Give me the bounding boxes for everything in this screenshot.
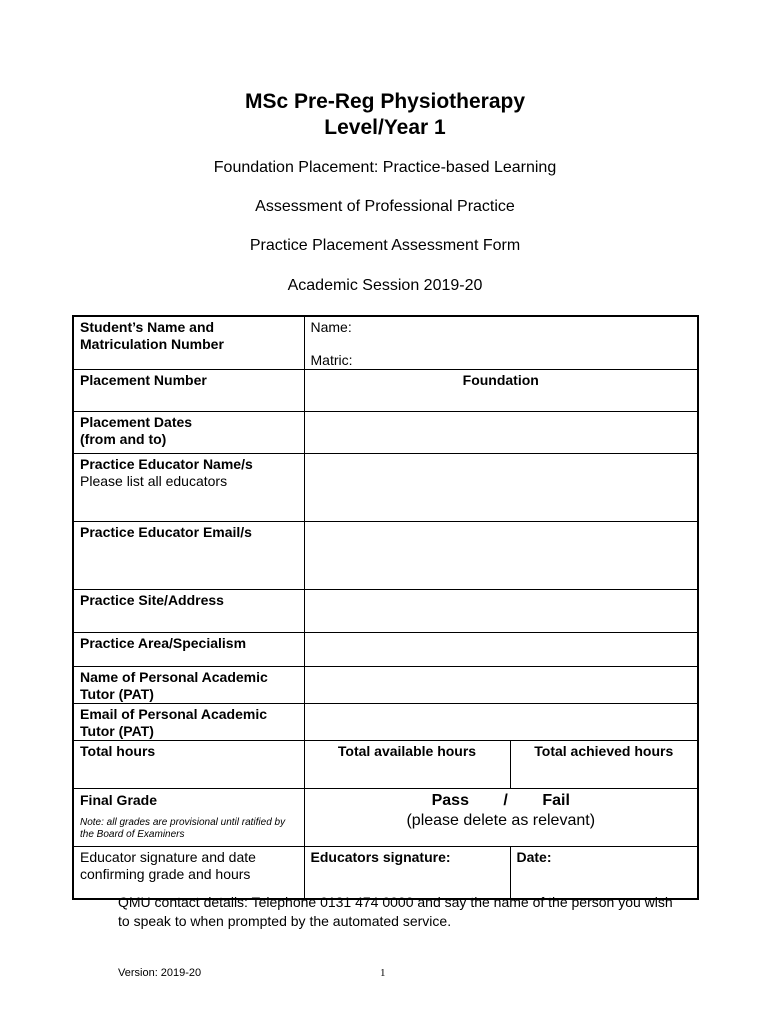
final-grade-field[interactable] (304, 789, 698, 847)
document-subtitle: Level/Year 1 (324, 116, 446, 139)
pass-fail-line (311, 791, 692, 811)
placement-number-value: Foundation (304, 370, 698, 412)
practice-site-row (73, 590, 698, 633)
practice-area-row (73, 633, 698, 667)
pass-fail-separator: / (503, 792, 508, 809)
signature-label-line1: Educator signature and date (80, 849, 256, 865)
total-hours-row (73, 741, 698, 789)
educator-emails-label: Practice Educator Email/s (73, 522, 304, 590)
final-grade-label: Final Grade (80, 792, 158, 808)
educator-names-hint: Please list all educators (80, 473, 228, 489)
placement-type: Foundation Placement: Practice-based Learning (213, 159, 557, 176)
fail-option[interactable]: Fail (542, 792, 570, 809)
student-value-cell[interactable] (304, 316, 698, 370)
total-hours-label: Total hours (73, 741, 304, 789)
pat-name-field[interactable] (304, 667, 698, 704)
educator-emails-field[interactable] (304, 522, 698, 590)
educator-names-label-cell (73, 454, 304, 522)
final-grade-note: Note: all grades are provisional until ratified by the Board of Examiners (80, 817, 286, 840)
student-label-line1: Student’s Name and (80, 319, 215, 335)
practice-site-label: Practice Site/Address (73, 590, 304, 633)
signature-row (73, 847, 698, 899)
pat-name-row (73, 667, 698, 704)
name-field-label: Name: (310, 319, 352, 335)
pat-email-label-cell (73, 704, 304, 741)
assessment-heading: Assessment of Professional Practice (255, 198, 515, 215)
educator-emails-row (73, 522, 698, 590)
page-number: 1 (380, 967, 386, 979)
total-available-hours-cell[interactable]: Total available hours (304, 741, 510, 789)
academic-session: Academic Session 2019-20 (287, 277, 483, 294)
educator-names-field[interactable] (304, 454, 698, 522)
final-grade-label-cell (73, 789, 304, 847)
document-title: MSc Pre-Reg Physiotherapy (244, 90, 526, 113)
placement-dates-field[interactable] (304, 412, 698, 454)
dates-label-line1: Placement Dates (80, 414, 193, 430)
pat-email-label-line2: Tutor (PAT) (80, 723, 154, 739)
final-grade-row (73, 789, 698, 847)
contact-details: QMU contact details: Telephone 0131 474 0000 and say the name of the person you wish to speak to when prompted by the automated service. (118, 894, 673, 929)
student-label-cell (73, 316, 304, 370)
pass-option[interactable]: Pass (431, 792, 469, 809)
pat-name-label-cell (73, 667, 304, 704)
practice-area-label: Practice Area/Specialism (73, 633, 304, 667)
delete-as-relevant-note: (please delete as relevant) (406, 812, 596, 829)
date-field[interactable]: Date: (510, 847, 698, 899)
matric-field-label: Matric: (310, 352, 353, 368)
educator-names-label: Practice Educator Name/s (80, 456, 253, 472)
placement-number-row (73, 370, 698, 412)
pat-email-field[interactable] (304, 704, 698, 741)
placement-number-label: Placement Number (73, 370, 304, 412)
practice-area-field[interactable] (304, 633, 698, 667)
form-name: Practice Placement Assessment Form (249, 237, 521, 254)
placement-dates-label-cell (73, 412, 304, 454)
pat-name-label-line2: Tutor (PAT) (80, 686, 154, 702)
student-label-line2: Matriculation Number (80, 336, 224, 352)
student-row (73, 316, 698, 370)
signature-label-line2: confirming grade and hours (80, 866, 251, 882)
educator-names-row (73, 454, 698, 522)
pat-name-label-line1: Name of Personal Academic (80, 669, 268, 685)
pat-email-label-line1: Email of Personal Academic (80, 706, 267, 722)
placement-dates-row (73, 412, 698, 454)
pat-email-row (73, 704, 698, 741)
version-footer: Version: 2019-20 (118, 967, 202, 979)
signature-label-cell (73, 847, 304, 899)
dates-label-line2: (from and to) (80, 431, 167, 447)
total-achieved-hours-cell[interactable]: Total achieved hours (510, 741, 698, 789)
placement-form-table (72, 315, 699, 900)
educators-signature-field[interactable]: Educators signature: (304, 847, 510, 899)
practice-site-field[interactable] (304, 590, 698, 633)
